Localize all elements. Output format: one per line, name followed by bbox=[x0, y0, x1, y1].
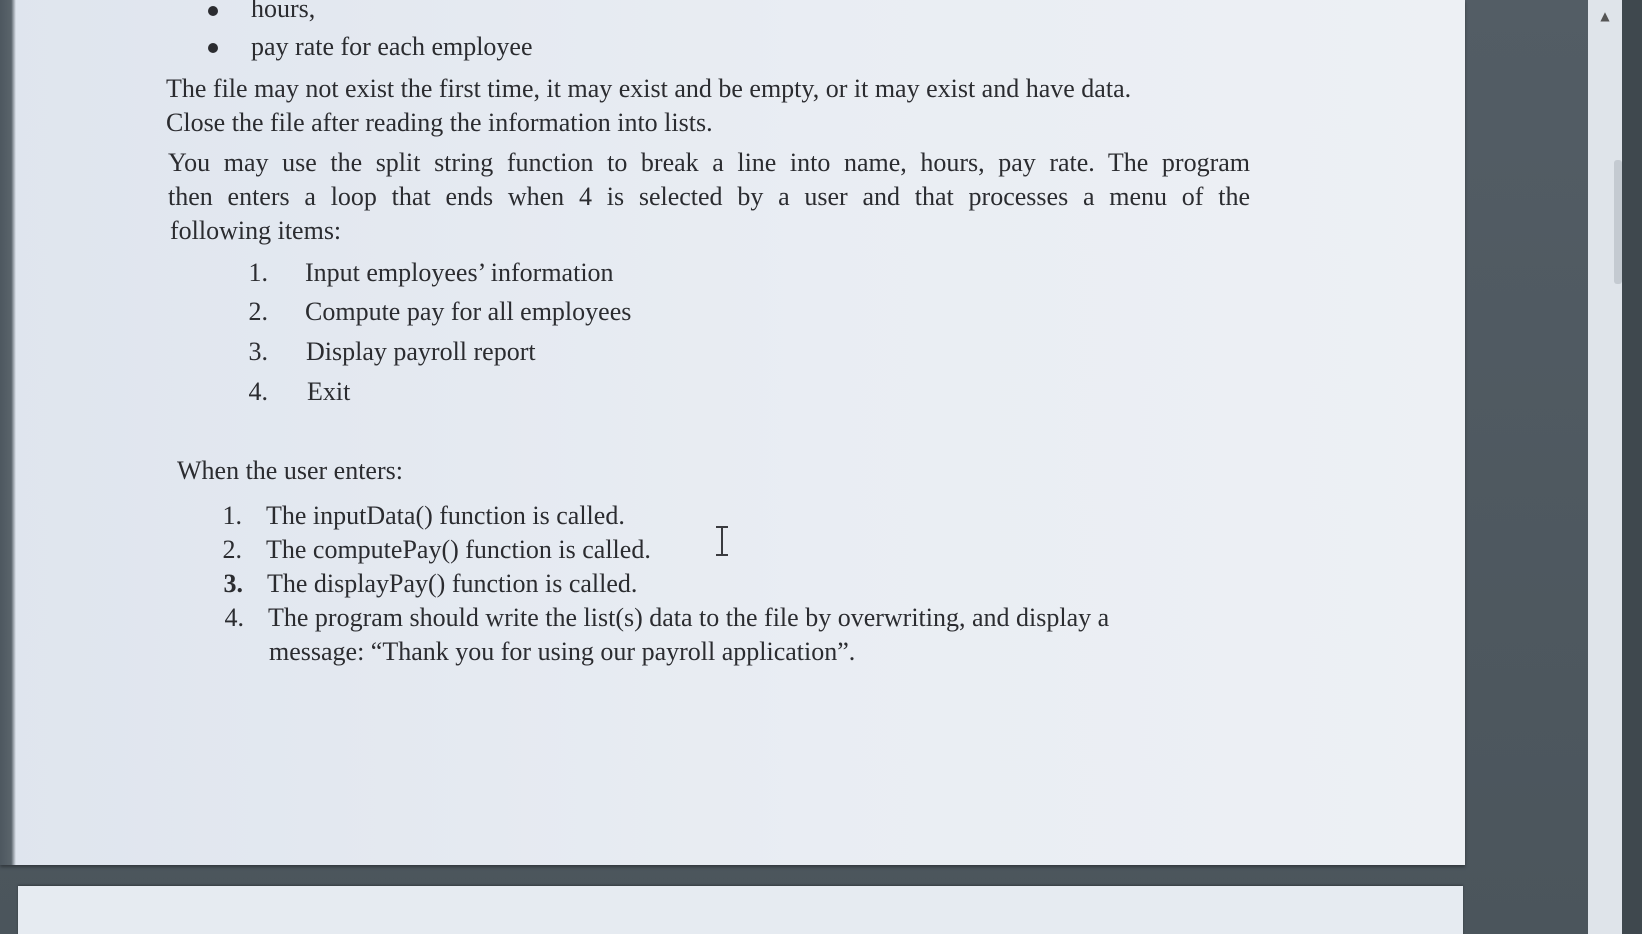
menu-item-number: 4. bbox=[248, 377, 268, 406]
paragraph-split-line-3: following items: bbox=[170, 216, 342, 245]
bullet-marker bbox=[208, 43, 218, 53]
bullet-item-hours: hours, bbox=[251, 0, 316, 23]
text-cursor-icon bbox=[715, 526, 729, 556]
next-page-edge bbox=[18, 886, 1463, 934]
action-text: The program should write the list(s) data to the file by overwriting, and display a bbox=[268, 603, 1110, 632]
action-text: The computePay() function is called. bbox=[266, 535, 651, 564]
scroll-up-arrow-icon[interactable]: ▲ bbox=[1600, 9, 1610, 23]
action-number: 3. bbox=[223, 569, 243, 598]
menu-item-label: Display payroll report bbox=[306, 337, 536, 366]
paragraph-file-line-1: The file may not exist the first time, it may exist and be empty, or it may exist and have data. bbox=[166, 74, 1132, 103]
paragraph-file-line-2: Close the file after reading the information into lists. bbox=[166, 108, 713, 137]
vertical-scrollbar[interactable] bbox=[1588, 0, 1622, 934]
action-text-continuation: message: “Thank you for using our payroll application”. bbox=[269, 637, 856, 666]
menu-item-label: Exit bbox=[307, 377, 351, 406]
scrollbar-thumb[interactable] bbox=[1614, 160, 1622, 284]
action-number: 1. bbox=[222, 501, 242, 530]
menu-item-number: 2. bbox=[248, 297, 268, 326]
paragraph-split-line-1: You may use the split string function to break a line into name, hours, pay rate. The program bbox=[168, 148, 1250, 177]
section-heading-when: When the user enters: bbox=[177, 456, 403, 485]
action-number: 4. bbox=[224, 603, 244, 632]
paragraph-split-line-2: then enters a loop that ends when 4 is selected by a user and that processes a menu of the bbox=[168, 182, 1250, 211]
menu-item-number: 3. bbox=[248, 337, 268, 366]
bullet-marker bbox=[208, 6, 218, 16]
menu-item-label: Compute pay for all employees bbox=[305, 297, 632, 326]
menu-item-number: 1. bbox=[248, 258, 268, 287]
action-number: 2. bbox=[222, 535, 242, 564]
monitor-bezel bbox=[1622, 0, 1642, 934]
bullet-item-pay-rate: pay rate for each employee bbox=[251, 32, 533, 61]
action-text: The displayPay() function is called. bbox=[267, 569, 638, 598]
menu-item-label: Input employees’ information bbox=[305, 258, 614, 287]
action-text: The inputData() function is called. bbox=[266, 501, 625, 530]
